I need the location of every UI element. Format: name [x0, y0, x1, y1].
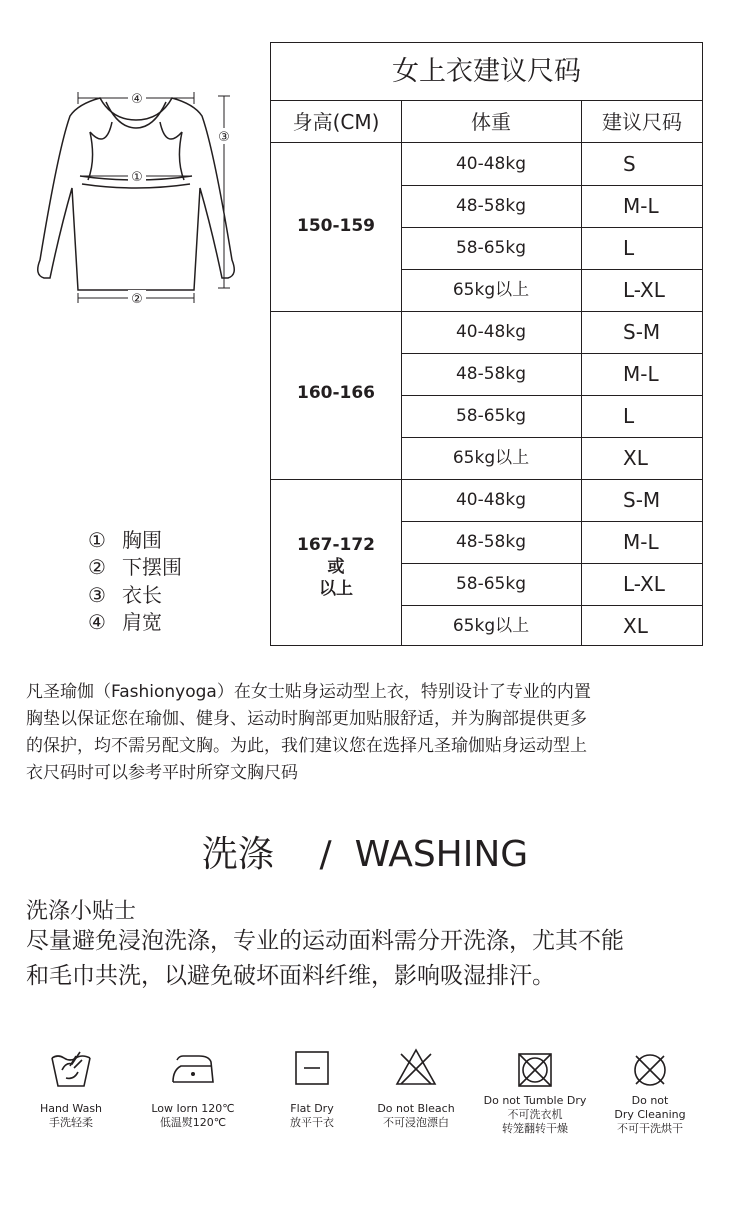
weight-cell: 48-58kg — [455, 532, 527, 552]
height-group-3: 167-172 或 以上 — [296, 535, 376, 599]
size-cell: M-L — [623, 194, 659, 218]
size-cell: L-XL — [623, 278, 665, 302]
size-cell: XL — [623, 614, 648, 638]
size-cell: L — [623, 404, 635, 428]
legend-shoulder: ④ 肩宽 — [88, 610, 162, 634]
header-weight: 体重 — [401, 101, 581, 143]
weight-cell: 40-48kg — [455, 154, 527, 174]
height-group-1: 150-159 — [296, 216, 376, 236]
legend-hem: ② 下摆围 — [88, 555, 182, 579]
mark-chest: ① — [131, 170, 143, 185]
care-no-tumble-dry: Do not Tumble Dry 不可洗衣机 转笼翻转干燥 — [476, 1050, 594, 1136]
size-cell: L-XL — [623, 572, 665, 596]
header-height: 身高(CM) — [271, 101, 401, 143]
low-iron-icon — [169, 1044, 217, 1090]
no-dry-clean-icon — [630, 1050, 670, 1090]
size-table — [270, 42, 703, 646]
washing-title: 洗涤 / WASHING — [201, 834, 529, 875]
care-no-dry-clean: Do not Dry Cleaning 不可干洗烘干 — [604, 1050, 696, 1136]
weight-cell: 58-65kg — [455, 406, 527, 426]
table-title: 女上衣建议尺码 — [271, 43, 702, 101]
intro-paragraph: 凡圣瑜伽（Fashionyoga）在女士贴身运动型上衣，特别设计了专业的内置 胸垫以保证您在瑜伽、健身、运动时胸部更加贴服舒适，并为胸部提供更多 的保护，均不需另配文胸。为此，我们建议您在选择凡圣瑜伽贴身运动型上 衣尺码时可以参考平时所穿文胸尺码 — [26, 682, 591, 783]
size-cell: M-L — [623, 530, 659, 554]
weight-cell: 58-65kg — [455, 574, 527, 594]
size-cell: S-M — [623, 488, 661, 512]
weight-cell: 65kg以上 — [452, 280, 530, 300]
care-flat-dry: Flat Dry 放平干衣 — [270, 1044, 354, 1130]
mark-length: ③ — [218, 130, 230, 145]
no-tumble-dry-icon — [515, 1050, 555, 1090]
tips-title: 洗涤小贴士 — [26, 899, 137, 924]
size-cell: S-M — [623, 320, 661, 344]
header-size: 建议尺码 — [581, 101, 703, 143]
care-low-iron: Low Iorn 120℃ 低温熨120℃ — [146, 1044, 240, 1130]
weight-cell: 40-48kg — [455, 490, 527, 510]
hand-wash-icon — [48, 1044, 94, 1090]
flat-dry-icon — [292, 1044, 332, 1090]
no-bleach-icon — [393, 1044, 439, 1090]
legend-chest: ① 胸围 — [88, 528, 162, 552]
weight-cell: 58-65kg — [455, 238, 527, 258]
tips-body: 尽量避免浸泡洗涤，专业的运动面料需分开洗涤，尤其不能 和毛巾共洗，以避免破坏面料纤维，影响吸湿排汗。 — [26, 928, 624, 989]
height-group-2: 160-166 — [296, 383, 376, 403]
care-hand-wash: Hand Wash 手洗轻柔 — [28, 1044, 114, 1130]
care-no-bleach: Do not Bleach 不可浸泡漂白 — [370, 1044, 462, 1130]
mark-hem: ② — [131, 292, 143, 307]
mark-shoulder: ④ — [131, 92, 143, 107]
weight-cell: 65kg以上 — [452, 448, 530, 468]
size-cell: M-L — [623, 362, 659, 386]
weight-cell: 40-48kg — [455, 322, 527, 342]
size-cell: S — [623, 152, 636, 176]
size-cell: L — [623, 236, 635, 260]
weight-cell: 48-58kg — [455, 364, 527, 384]
weight-cell: 48-58kg — [455, 196, 527, 216]
size-cell: XL — [623, 446, 648, 470]
weight-cell: 65kg以上 — [452, 616, 530, 636]
garment-diagram — [20, 80, 250, 310]
legend-length: ③ 衣长 — [88, 583, 162, 607]
